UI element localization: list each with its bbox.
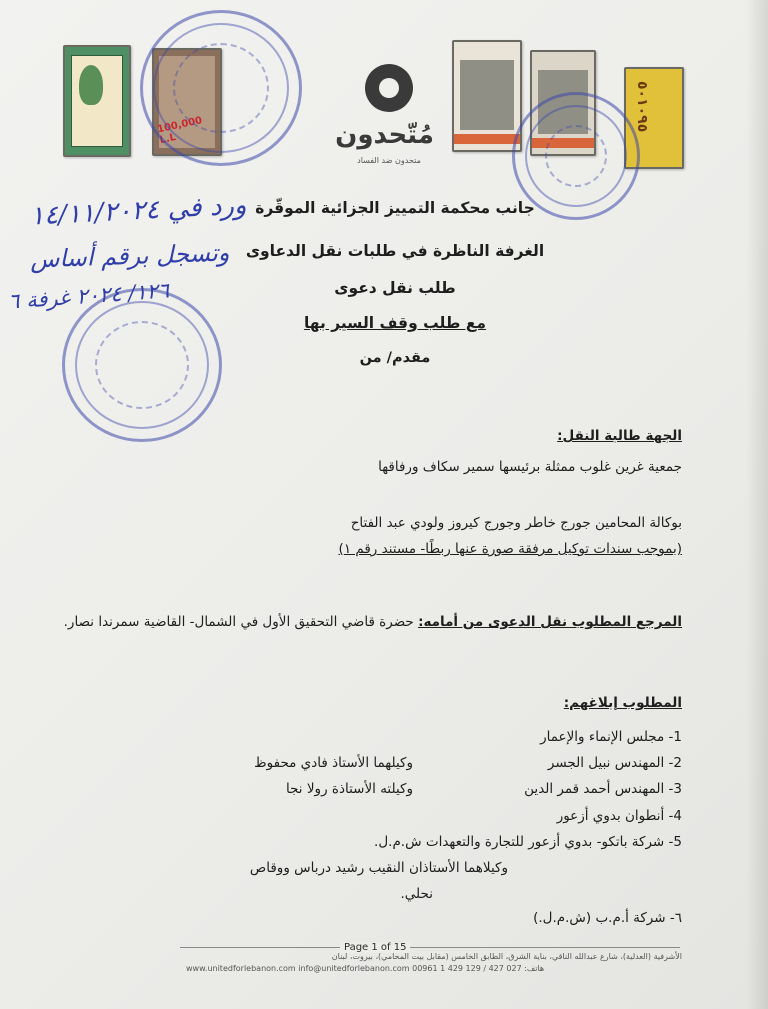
footer-address: الأشرفية (العدلية)، شارع عبدالله الناقي، بناية الشرق، الطابق الخامس (مقابل بيت المحامي)، بيروت، لبنان xyxy=(331,952,682,961)
court-heading: جانب محكمة التمييز الجزائية الموقّرة xyxy=(255,199,535,217)
submitted-by: مقدم/ من xyxy=(359,350,431,366)
stamp-number: ٥٠١٠٩٥ xyxy=(634,81,650,133)
applicant-note: (بموجب سندات توكيل مرفقة صورة عنها ربطًا- مستند رقم ١) xyxy=(338,541,682,557)
logo-name: مُتّحدون xyxy=(335,120,434,150)
footer-divider xyxy=(180,947,680,948)
stamp-picture xyxy=(460,60,514,130)
request-title: طلب نقل دعوى xyxy=(334,279,456,297)
list-item: 3- المهندس أحمد قمر الدين xyxy=(524,781,682,797)
scales-icon xyxy=(545,125,607,187)
logo-ring-icon xyxy=(365,64,413,112)
agent-note: وكيلته الأستاذة رولا نجا xyxy=(285,781,413,797)
scales-icon xyxy=(173,43,269,133)
page-edge-shadow xyxy=(746,0,768,1009)
list-item: 5- شركة باتكو- بدوي أزعور للتجارة والتعهدات ش.م.ل. xyxy=(374,834,682,850)
handwritten-date: ورد في ١٤/١١/٢٠٢٤ xyxy=(29,190,248,232)
agent-note: نحلي. xyxy=(400,886,433,902)
revenue-stamp-green xyxy=(63,45,131,157)
applicant-label: الجهة طالبة النقل: xyxy=(557,428,682,444)
logo-tagline: متحدون ضد الفساد xyxy=(357,156,421,165)
handwritten-case-number: ١٢٦/ ٢٠٢٤ غرفة ٦ xyxy=(7,278,170,314)
agent-note: وكيلاهما الأستاذان النقيب رشيد درباس ووقاص xyxy=(249,860,508,876)
court-seal-top-left xyxy=(140,10,302,166)
list-item: 2- المهندس نبيل الجسر xyxy=(547,755,682,771)
reference-label: المرجع المطلوب نقل الدعوى من أمامه: xyxy=(418,614,682,630)
page-number: Page 1 of 15 xyxy=(340,942,410,953)
logo-ring-hole xyxy=(379,78,399,98)
organization-logo xyxy=(335,62,444,172)
scales-icon xyxy=(95,321,189,409)
reference-text: حضرة قاضي التحقيق الأول في الشمال- القاضية سمرندا نصار. xyxy=(63,614,414,630)
list-item: 4- أنطوان بدوي أزعور xyxy=(556,808,682,824)
handwritten-registration: وتسجل برقم أساس xyxy=(29,238,230,274)
crest-icon xyxy=(79,65,103,105)
reference-line xyxy=(64,614,682,630)
court-seal-left xyxy=(62,288,222,442)
notify-label: المطلوب إبلاغهم: xyxy=(563,695,682,711)
chamber-heading: الغرفة الناظرة في طلبات نقل الدعاوى xyxy=(245,242,545,260)
agent-note: وكيلهما الأستاذ فادي محفوظ xyxy=(254,755,413,771)
revenue-stamp-building-1 xyxy=(452,40,522,152)
applicant-name: جمعية غرين غلوب ممثلة برئيسها سمير سكاف ورفاقها xyxy=(378,459,682,475)
applicant-lawyers: بوكالة المحامين جورج خاطر وجورج كيروز ولودي عبد الفتاح xyxy=(350,515,682,531)
list-item: ٦- شركة أ.م.ب (ش.م.ل.) xyxy=(533,910,682,926)
stamp-value: 100,000 L.L xyxy=(156,115,204,147)
footer-contact: www.unitedforlebanon.com info@unitedforlebanon.com 00961 1 429 129 / 427 027 :هاتف xyxy=(186,964,545,973)
stamp-band xyxy=(454,134,520,144)
list-item: 1- مجلس الإنماء والإعمار xyxy=(540,729,682,745)
request-subtitle: مع طلب وقف السير بها xyxy=(303,314,487,332)
